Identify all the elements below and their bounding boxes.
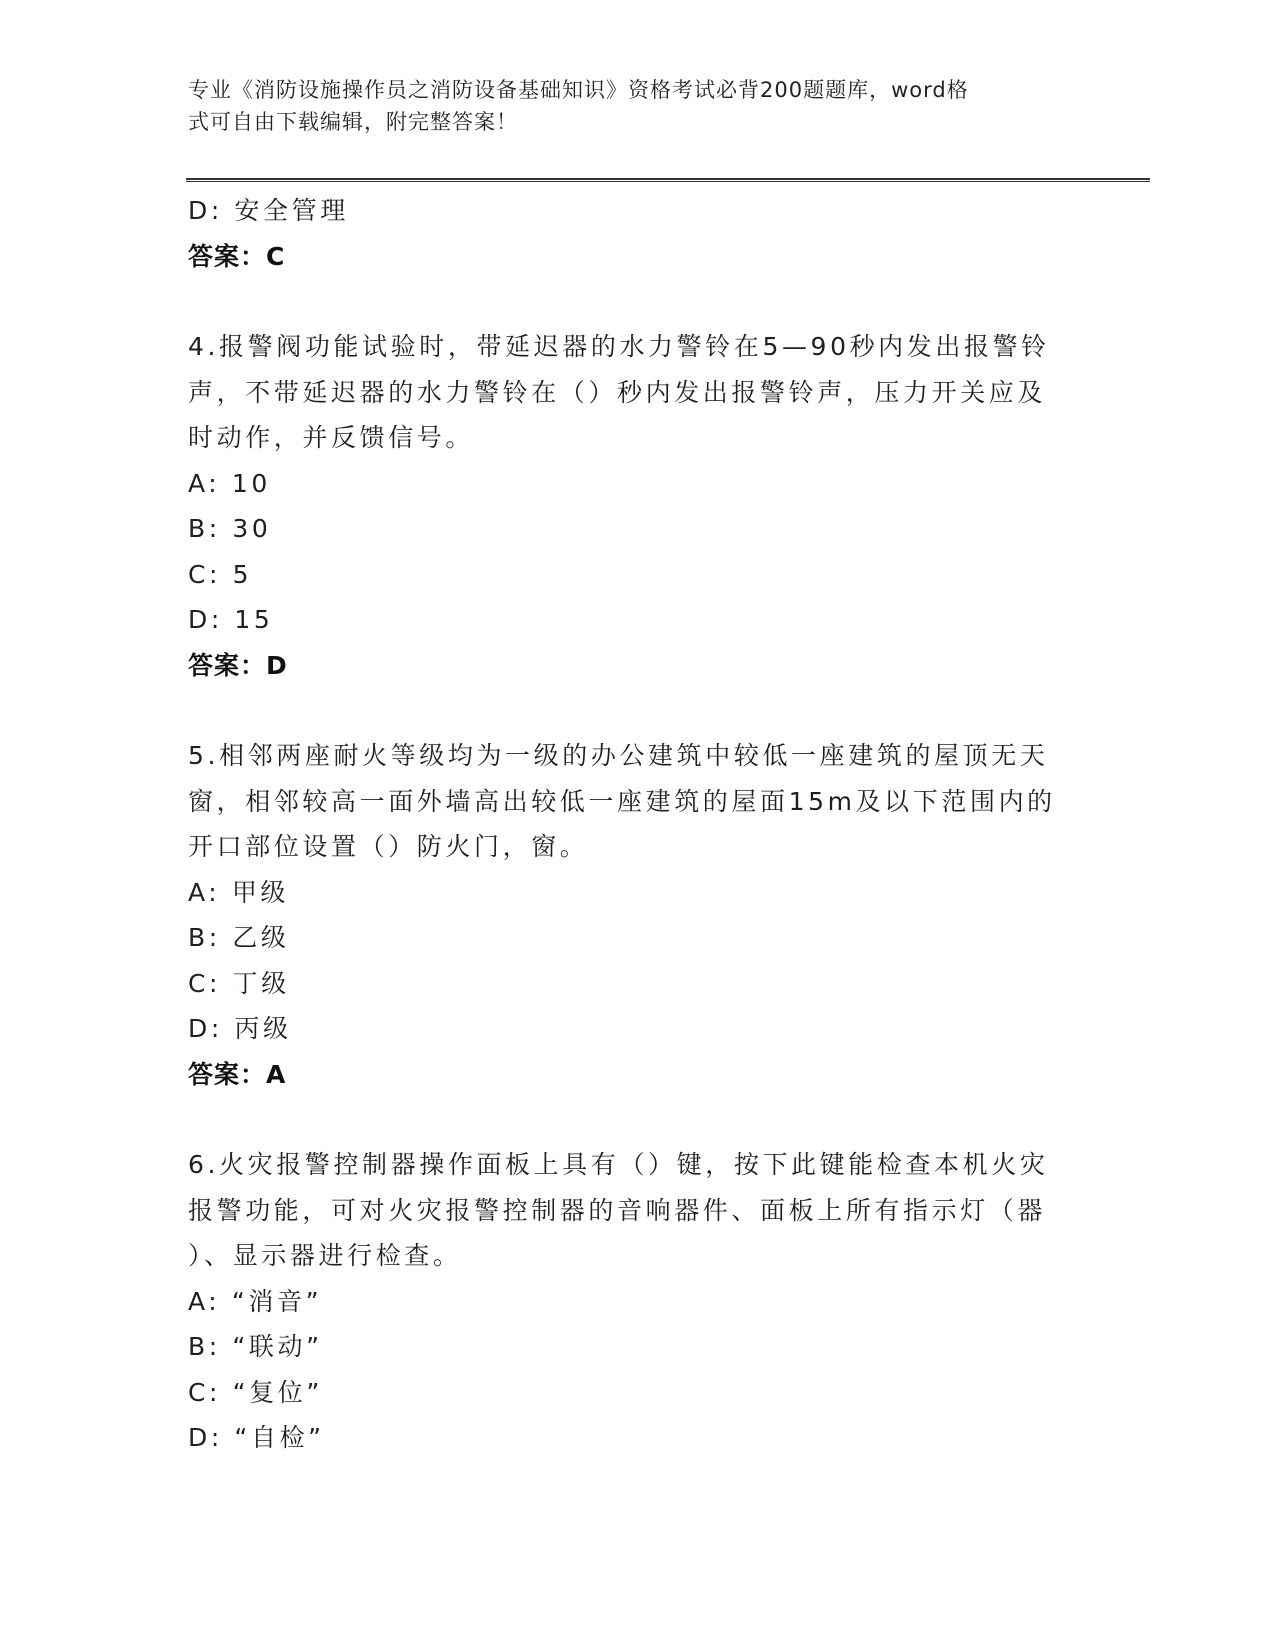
option-d: D: 安全管理 xyxy=(188,196,349,225)
option-b: B: 乙级 xyxy=(188,923,290,952)
question-stem xyxy=(188,733,1068,870)
option-d: D: 15 xyxy=(188,605,274,634)
option-c: C: 5 xyxy=(188,559,253,589)
header-line-2: 式可自由下载编辑，附完整答案！ xyxy=(188,110,518,134)
document-body xyxy=(188,188,1068,1461)
stem-line: 开口部位设置（）防火门，窗。 xyxy=(188,832,589,861)
option-d: D: 丙级 xyxy=(188,1014,292,1043)
stem-line: ）、显示器进行检查。 xyxy=(188,1241,462,1270)
carryover-block xyxy=(188,188,1068,279)
option-a: A: “消音” xyxy=(188,1286,323,1316)
option-b: B: “联动” xyxy=(188,1332,323,1361)
question-5 xyxy=(188,733,1068,1097)
stem-line: 时动作，并反馈信号。 xyxy=(188,423,475,452)
option-d: D: “自检” xyxy=(188,1423,325,1452)
option-a: A: 甲级 xyxy=(188,877,290,907)
question-stem xyxy=(188,324,1068,461)
answer: 答案：D xyxy=(188,650,288,680)
question-stem xyxy=(188,1142,1068,1279)
stem-line: 窗，相邻较高一面外墙高出较低一座建筑的屋面15m及以下范围内的 xyxy=(188,786,1056,816)
option-b: B: 30 xyxy=(188,514,272,543)
page-header xyxy=(188,74,1068,138)
stem-line: 5.相邻两座耐火等级均为一级的办公建筑中较低一座建筑的屋顶无天 xyxy=(188,741,1049,770)
stem-line: 报警功能，可对火灾报警控制器的音响器件、面板上所有指示灯（器 xyxy=(188,1195,1047,1225)
option-c: C: “复位” xyxy=(188,1377,323,1407)
stem-line: 6.火灾报警控制器操作面板上具有（）键，按下此键能检查本机火灾 xyxy=(188,1150,1049,1179)
stem-line: 声，不带延迟器的水力警铃在（）秒内发出报警铃声，压力开关应及 xyxy=(188,377,1047,407)
answer: 答案：C xyxy=(188,241,286,271)
question-6 xyxy=(188,1142,1068,1461)
header-line-1: 专业《消防设施操作员之消防设备基础知识》资格考试必背200题题库，word格 xyxy=(188,78,969,102)
question-4 xyxy=(188,324,1068,688)
header-divider xyxy=(186,178,1150,182)
option-a: A: 10 xyxy=(188,468,271,498)
answer: 答案：A xyxy=(188,1059,287,1089)
option-c: C: 丁级 xyxy=(188,968,290,998)
stem-line: 4.报警阀功能试验时，带延迟器的水力警铃在5—90秒内发出报警铃 xyxy=(188,332,1050,361)
